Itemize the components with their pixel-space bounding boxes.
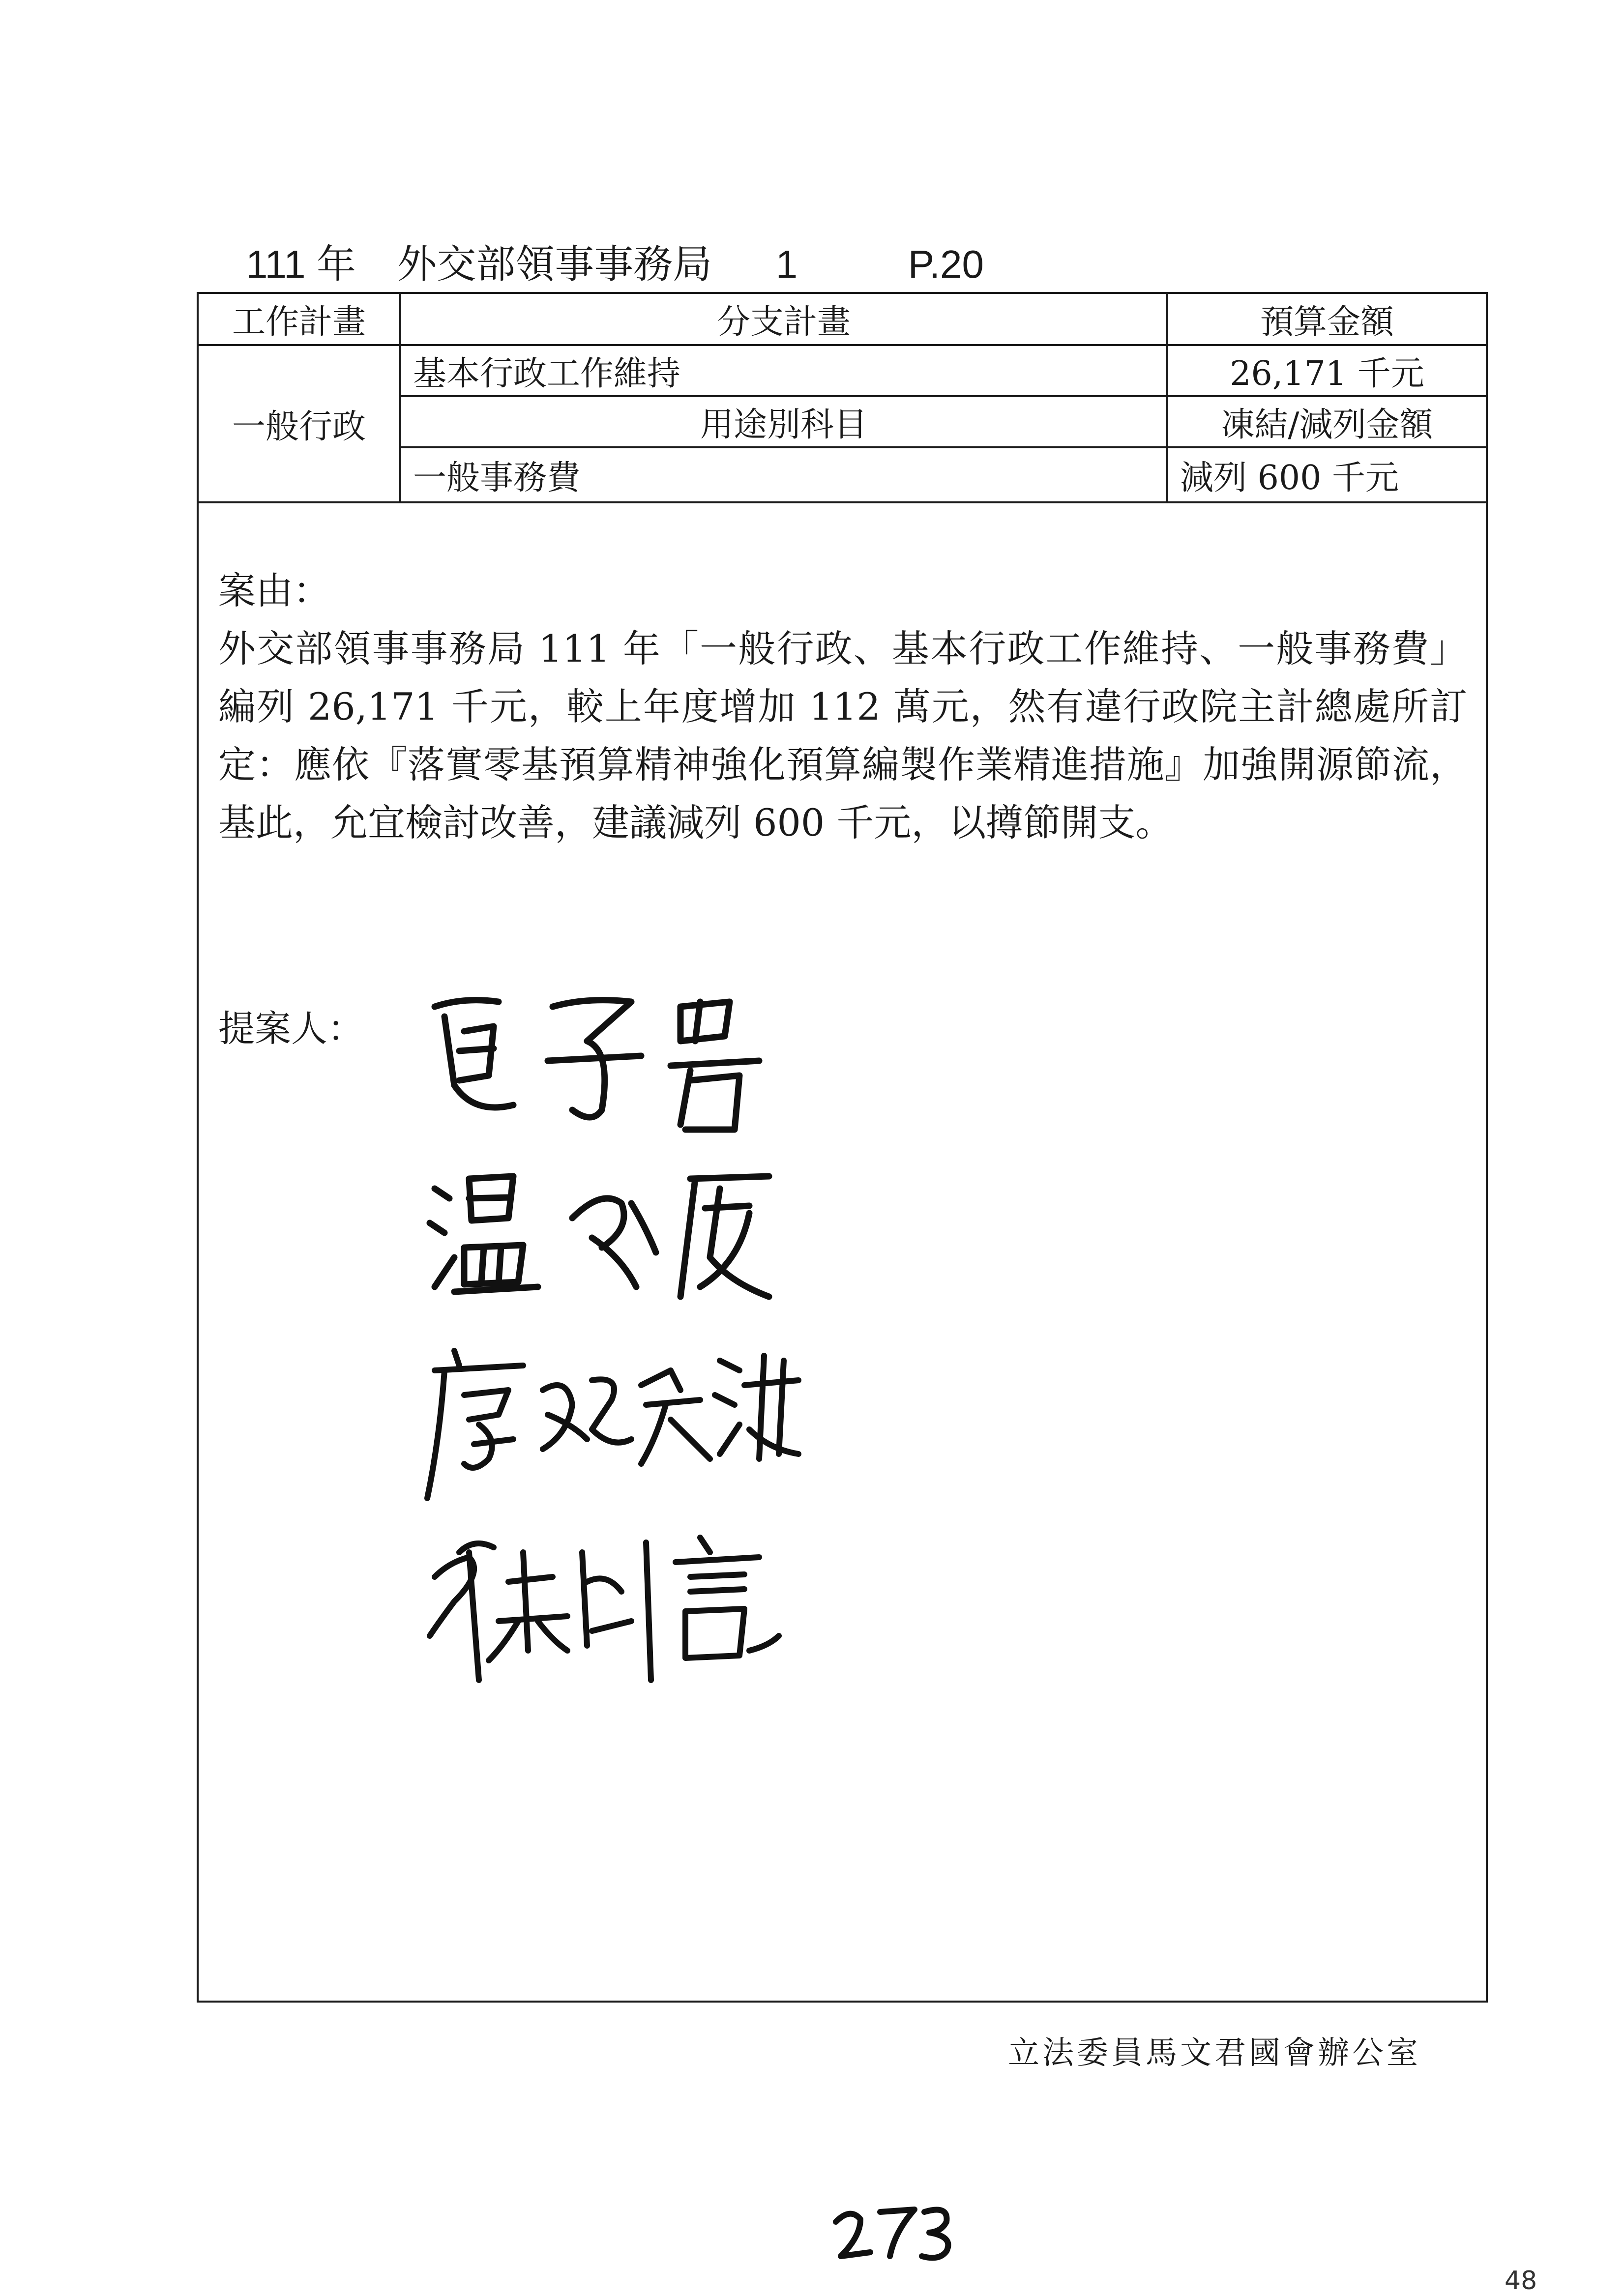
signature-4 xyxy=(425,1523,798,1690)
budget-amount-header: 預算金額 xyxy=(1167,294,1486,345)
sub-plan-value: 基本行政工作維持 xyxy=(400,345,1167,396)
header-item-number: 1 xyxy=(775,242,798,286)
table-row xyxy=(199,294,1486,345)
header-year: 111 年 xyxy=(246,242,356,286)
expense-item-value: 一般事務費 xyxy=(400,447,1167,502)
budget-amount-value: 26,171 千元 xyxy=(1167,345,1486,396)
sub-plan-header: 分支計畫 xyxy=(400,294,1167,345)
work-plan-value: 一般行政 xyxy=(199,345,400,502)
case-label: 案由： xyxy=(218,569,330,612)
signature-2 xyxy=(425,1159,779,1316)
proposer-label: 提案人： xyxy=(218,1008,364,1050)
header-agency: 外交部領事事務局 xyxy=(397,242,712,286)
proposal-frame xyxy=(197,292,1488,2003)
case-text: 外交部領事事務局 111 年「一般行政、基本行政工作維持、一般事務費」編列 26,171 千元，較上年度增加 112 萬元，然有違行政院主計總處所訂定：應依『落實零基預算精神強化預算編製作業精進措施』加強開源節流，基此，允宜檢討改善，建議減列 600 千元，以撙節開支。 xyxy=(218,627,1467,844)
freeze-cut-header: 凍結/減列金額 xyxy=(1167,396,1486,447)
case-section xyxy=(218,562,1467,852)
signature-1 xyxy=(425,987,779,1144)
header-page-reference: P.20 xyxy=(908,242,984,286)
table-row xyxy=(199,345,1486,396)
expense-item-header: 用途別科目 xyxy=(400,396,1167,447)
handwritten-mark xyxy=(831,2197,959,2266)
work-plan-header: 工作計畫 xyxy=(199,294,400,345)
cut-amount-value: 減列 600 千元 xyxy=(1167,447,1486,502)
office-name: 立法委員馬文君國會辦公室 xyxy=(1008,2035,1421,2071)
budget-table xyxy=(199,294,1486,503)
header-line xyxy=(246,240,984,289)
handwritten-page-number: 48 xyxy=(1505,2266,1537,2296)
signature-3 xyxy=(425,1341,798,1508)
